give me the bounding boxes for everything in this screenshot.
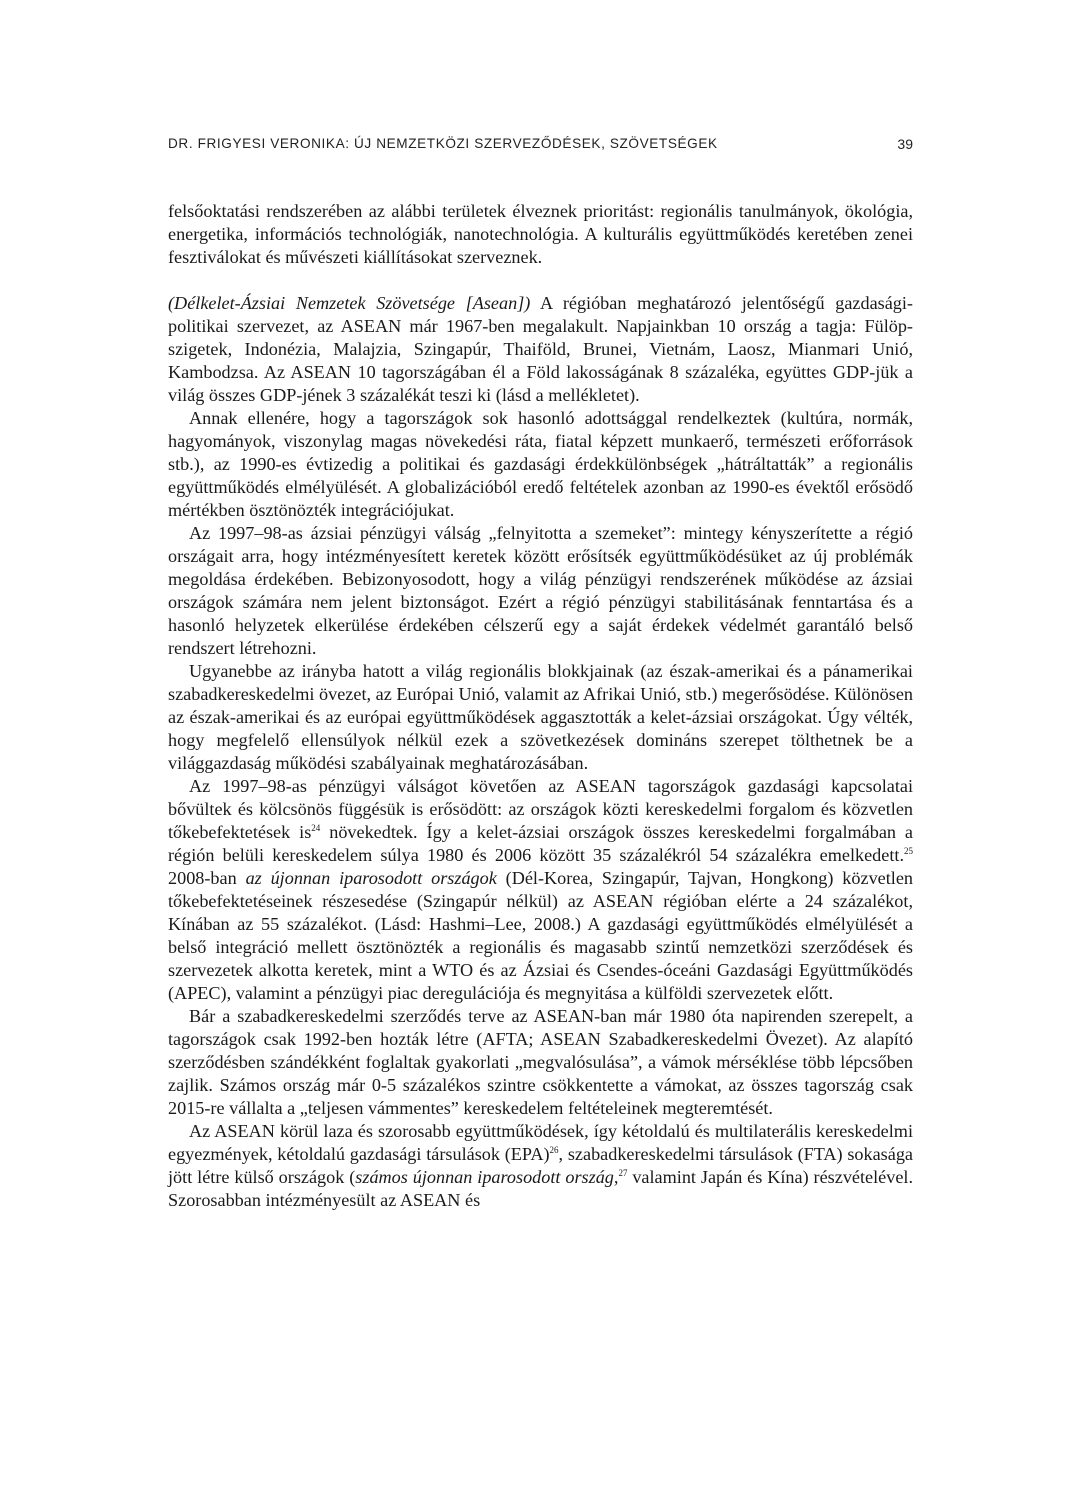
asean-section-heading: (Délkelet-Ázsiai Nemzetek Szövetsége [Asean]) xyxy=(168,293,531,313)
paragraph-7-text: Bár a szabadkereskedelmi szerződés terve az ASEAN-ban már 1980 óta napirenden szerepelt, a tagországok csak 1992-ben hozták létre (AFTA; ASEAN Szabadkereskedelmi Övezet). Az alapító szerződésben szándékként foglaltak gyakorlati „megvalósulása”, a vámok mérséklése több lépcsőben zajlik. Számos ország már 0-5 százalékos szintre csökkentette a vámokat, az összes tagország csak 2015-re vállalta a „teljesen vámmentes” kereskedelem feltételeinek megteremtését. xyxy=(168,1006,913,1118)
footnote-ref-25: 25 xyxy=(904,846,913,856)
body-text xyxy=(168,200,913,1212)
paragraph-6-part-3: 2008-ban xyxy=(168,868,246,888)
footnote-ref-26: 26 xyxy=(549,1145,559,1155)
paragraph-8 xyxy=(168,1120,913,1212)
paragraph-5-text: Ugyanebbe az irányba hatott a világ regionális blokkjainak (az észak-amerikai és a pánamerikai szabadkereskedelmi övezet, az Európai Unió, valamit az Afrikai Unió, stb.) megerősödése. Különösen az észak-amerikai és az európai együttműködések aggasztották a kelet-ázsiai országokat. Úgy vélték, hogy megfelelő ellensúlyok nélkül ezek a szövetkezések domináns szerepet tölthetnek be a világgazdaság működési szabályainak meghatározásában. xyxy=(168,661,913,773)
paragraph-6-part-2: növekedtek. Így a kelet-ázsiai országok összes kereskedelmi forgalmában a régión belüli kereskedelem súlya 1980 és 2006 között 35 százalékról 54 százalékra emelkedett. xyxy=(168,822,913,865)
paragraph-6-part-1: Az 1997–98-as pénzügyi válságot követően az ASEAN tagországok gazdasági kapcsolatai bővültek és kölcsönös függésük is erősödött: az országok közti kereskedelmi forgalom és közvetlen tőkebefektetések is xyxy=(168,776,913,842)
footnote-ref-24: 24 xyxy=(311,823,321,833)
paragraph-5 xyxy=(168,660,913,775)
footnote-ref-27: 27 xyxy=(618,1168,628,1178)
paragraph-6 xyxy=(168,775,913,1005)
paragraph-6-part-4: (Dél-Korea, Szingapúr, Tajvan, Hongkong) közvetlen tőkebefektetéseinek részesedése (Szingapúr nélkül) az ASEAN régióban elérte a 24 százalékot, Kínában az 55 százalékot. (Lásd: Hashmi–Lee, 2008.) A gazdasági együttműködés elmélyülését a belső integráció mellett ösztönözték a regionális és magasabb szintű nemzetközi szerződések és szervezetek alkotta keretek, mint a WTO és az Ázsiai és Csendes-óceáni Gazdasági Együttműködés (APEC), valamint a pénzügyi piac deregulációja és megnyitása a külföldi szervezetek előtt. xyxy=(168,868,914,1003)
paragraph-8-part-3: valamint Japán és Kína) részvételével. Szorosabban intézményesült az ASEAN és xyxy=(168,1167,914,1210)
paragraph-8-italic: számos újonnan iparosodott ország, xyxy=(355,1167,619,1187)
paragraph-3-text: Annak ellenére, hogy a tagországok sok hasonló adottsággal rendelkeztek (kultúra, normák, hagyományok, viszonylag magas növekedési ráta, fiatal képzett munkaerő, természeti erőforrások stb.), az 1990-es évtizedig a politikai és gazdasági érdekkülönbségek „hátráltatták” a regionális együttműködés elmélyülését. A globalizációból eredő feltételek azonban az 1990-es évektől erősödő mértékben ösztönözték integrációjukat. xyxy=(168,408,913,520)
paragraph-4 xyxy=(168,522,913,660)
running-title: DR. FRIGYESI VERONIKA: ÚJ NEMZETKÖZI SZERVEZŐDÉSEK, SZÖVETSÉGEK xyxy=(168,136,718,151)
paragraph-4-text: Az 1997–98-as ázsiai pénzügyi válság „felnyitotta a szemeket”: mintegy kényszerítette a régió országait arra, hogy intézményesített keretek között erősítsék együttműködésüket az új problémák megoldása érdekében. Bebizonyosodott, hogy a világ pénzügyi rendszerének működése az ázsiai országok számára nem jelent biztonságot. Ezért a régió pénzügyi stabilitásának fenntartása és a hasonló helyzetek elkerülése érdekében célszerű egy a saját érdekek védelmét garantáló belső rendszert létrehozni. xyxy=(168,523,913,658)
paragraph-8-part-2: , szabadkereskedelmi társulások (FTA) sokasága jött létre külső országok ( xyxy=(168,1144,914,1187)
page-number: 39 xyxy=(897,136,913,152)
paragraph-1 xyxy=(168,200,913,269)
paragraph-2-text: A régióban meghatározó jelentőségű gazdasági-politikai szervezet, az ASEAN már 1967-ben megalakult. Napjainkban 10 ország a tagja: Fülöp-szigetek, Indonézia, Malajzia, Szingapúr, Thaiföld, Brunei, Vietnám, Laosz, Mianmari Unió, Kambodzsa. Az ASEAN 10 tagországában él a Föld lakosságának 8 százaléka, együttes GDP-jük a világ összes GDP-jének 3 százalékát teszi ki (lásd a mellékletet). xyxy=(168,293,913,405)
paragraph-1-text: felsőoktatási rendszerében az alábbi területek élveznek prioritást: regionális tanulmányok, ökológia, energetika, információs technológiák, nanotechnológia. A kulturális együttműködés keretében zenei fesztiválokat és művészeti kiállításokat szerveznek. xyxy=(168,201,913,267)
running-header xyxy=(168,136,913,156)
paragraph-2 xyxy=(168,292,913,407)
paragraph-7 xyxy=(168,1005,913,1120)
paragraph-3 xyxy=(168,407,913,522)
paragraph-6-italic: az újonnan iparosodott országok xyxy=(245,868,497,888)
paragraph-8-part-1: Az ASEAN körül laza és szorosabb együttműködések, így kétoldalú és multilaterális kereskedelmi egyezmények, kétoldalú gazdasági társulások (EPA) xyxy=(168,1121,913,1164)
